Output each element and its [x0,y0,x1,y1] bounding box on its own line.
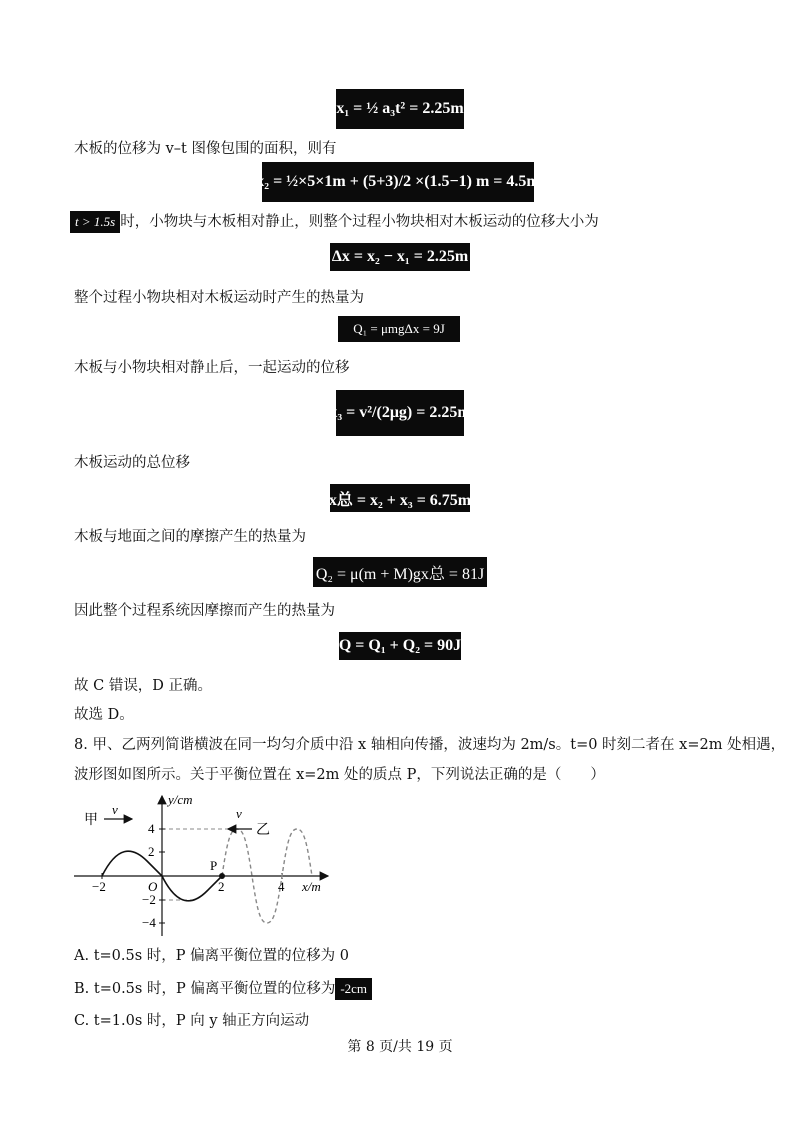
label-origin: O [148,879,158,894]
text-line-7: 因此整个过程系统因摩擦而产生的热量为 [74,603,335,619]
label-y-axis: y/cm [168,792,193,807]
text-line-8: 故 C 错误，D 正确。 [74,678,213,694]
tick-label-y2: 2 [148,844,155,859]
option-b [74,978,372,1000]
text-line-5: 木板运动的总位移 [74,455,190,471]
tick-label-y-minus4: −4 [142,915,156,930]
text-line-6: 木板与地面之间的摩擦产生的热量为 [74,529,306,545]
page-footer: 第 8 页/共 19 页 [347,1039,453,1055]
option-a: A. t=0.5s 时，P 偏离平衡位置的位移为 0 [74,948,349,964]
label-jia: 甲 [84,812,98,828]
option-b-prefix: B. t=0.5s 时，P 偏离平衡位置的位移为 [74,981,336,997]
label-x-axis: x/m [302,879,321,894]
text-line-1: 木板的位移为 v–t 图像包围的面积，则有 [74,141,337,157]
formula-q-total: Q = Q₁ + Q₂ = 90J [339,632,461,660]
formula-x3: x₃ = v²/(2μg) = 2.25m [336,390,464,436]
question-8-line-1: 8. 甲、乙两列简谐横波在同一均匀介质中沿 x 轴相向传播，波速均为 2m/s。t=0 时刻二者在 x=2m 处相遇， [74,737,786,753]
formula-t-condition: t > 1.5s [70,211,120,233]
formula-x2: x₂ = ½×5×1m + (5+3)/2 ×(1.5−1) m = 4.5m [262,162,534,202]
question-8-line-2: 波形图如图所示。关于平衡位置在 x=2m 处的质点 P，下列说法正确的是（ ） [74,767,605,783]
tick-label-x4: 4 [278,879,285,894]
label-point-p: P [210,858,218,873]
tick-label-y4: 4 [148,821,155,836]
text-line-3: 整个过程小物块相对木板运动时产生的热量为 [74,290,364,306]
label-yi: 乙 [256,822,270,838]
tick-label-x-minus2: −2 [92,879,106,894]
wave-graph [70,788,340,938]
formula-x1: x₁ = ½ a₃t² = 2.25m [336,89,464,129]
label-v-jia: v [112,802,118,817]
text-line-4: 木板与小物块相对静止后，一起运动的位移 [74,360,350,376]
tick-label-y-minus2: −2 [142,892,156,907]
formula-x-total: x总 = x₂ + x₃ = 6.75m [330,484,470,512]
option-b-value: -2cm [335,978,372,1000]
formula-delta-x: Δx = x₂ − x₁ = 2.25m [330,243,470,271]
text-line-2-suffix: 时，小物块与木板相对静止，则整个过程小物块相对木板运动的位移大小为 [120,214,599,230]
text-line-2 [70,211,599,233]
option-c: C. t=1.0s 时，P 向 y 轴正方向运动 [74,1013,310,1029]
formula-q1: Q₁ = μmgΔx = 9J [338,316,460,342]
formula-q2: Q₂ = μ(m + M)gx总 = 81J [313,557,487,587]
text-line-9: 故选 D。 [74,707,134,723]
tick-label-x2: 2 [218,879,225,894]
label-v-yi: v [236,806,242,821]
